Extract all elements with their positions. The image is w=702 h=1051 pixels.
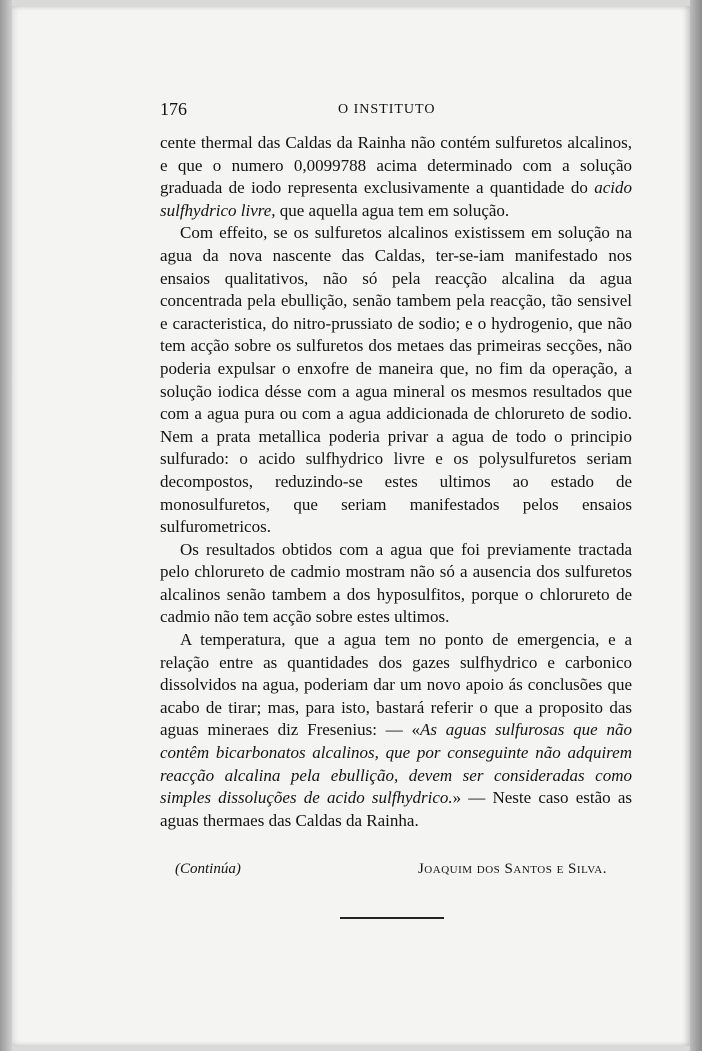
article-footer — [175, 861, 607, 883]
paragraph — [160, 222, 632, 538]
author-signature: Joaquim dos Santos e Silva. — [417, 861, 607, 877]
paragraph — [160, 539, 632, 629]
text-run: A temperatura, que a agua tem no ponto de emergencia, e a relação entre as quantidades dos gazes sulfhydrico e carbonico dissolvidos na agua, poderiam dar um novo apoio ás conclusões que acabo de tirar; mas, para isto, bastará referir o que a proposito das aguas mineraes diz Fresenius: — « — [160, 630, 632, 740]
text-run: cente thermal das Caldas da Rainha não contém sulfuretos alcalinos, e que o numero 0,0099788 acima determinado com a solução graduada de iodo representa exclusivamente a quantidade do — [160, 133, 632, 198]
italic-run: acido sulfhydrico livre, — [160, 178, 632, 220]
text-run: que aquella agua tem em solução. — [275, 200, 510, 220]
running-title: O INSTITUTO — [338, 102, 436, 117]
continued-note: (Continúa) — [175, 861, 241, 877]
text-run: Os resultados obtidos com a agua que foi previamente tractada pelo chlorureto de cadmio mostram não só a ausencia dos sulfuretos alcalinos senão tambem a dos hyposulfitos, porque o chlorureto de cadmio não tem acção sobre estes ultimos. — [160, 539, 632, 627]
italic-run: As aguas sulfurosas que não contêm bicarbonatos alcalinos, que por conseguinte não adquirem reacção alcalina pela ebullição, devem ser consideradas como simples dissoluções de acido sulfhydrico. — [160, 720, 632, 808]
paragraph — [160, 629, 632, 832]
article-body — [160, 132, 632, 832]
paragraph — [160, 132, 632, 222]
book-spine-shadow — [690, 0, 702, 1051]
page-header — [160, 99, 632, 123]
text-run: Com effeito, se os sulfuretos alcalinos existissem em solução na agua da nova nascente das Caldas, ter-se-iam manifestado nos ensaios qualitativos, não só pela reacção alcalina da agua concentrada pela ebullição, senão tambem pela reacção, tão sensivel e caracteristica, do nitro-prussiato de sodio; e o hydrogenio, que não tem acção sobre os sulfuretos dos metaes das primeiras secções, não poderia expulsar o enxofre de maneira que, no fim da operação, a solução iodica désse com a agua mineral os mesmos resultados que com a agua pura ou com a agua addicionada de chlorureto de sodio. Nem a prata metallica poderia privar a agua de todo o principio sulfurado: o acido sulfhydrico livre e os polysulfuretos seriam decompostos, reduzindo-se estes ultimos ao estado de monosulfuretos, que seriam manifestados pelos ensaios sulfurometricos. — [160, 223, 632, 537]
text-run: » — Neste caso estão as aguas thermaes das Caldas da Rainha. — [160, 788, 632, 830]
page-number: 176 — [160, 99, 187, 119]
page-left-edge — [0, 0, 12, 1051]
end-rule — [340, 917, 444, 919]
